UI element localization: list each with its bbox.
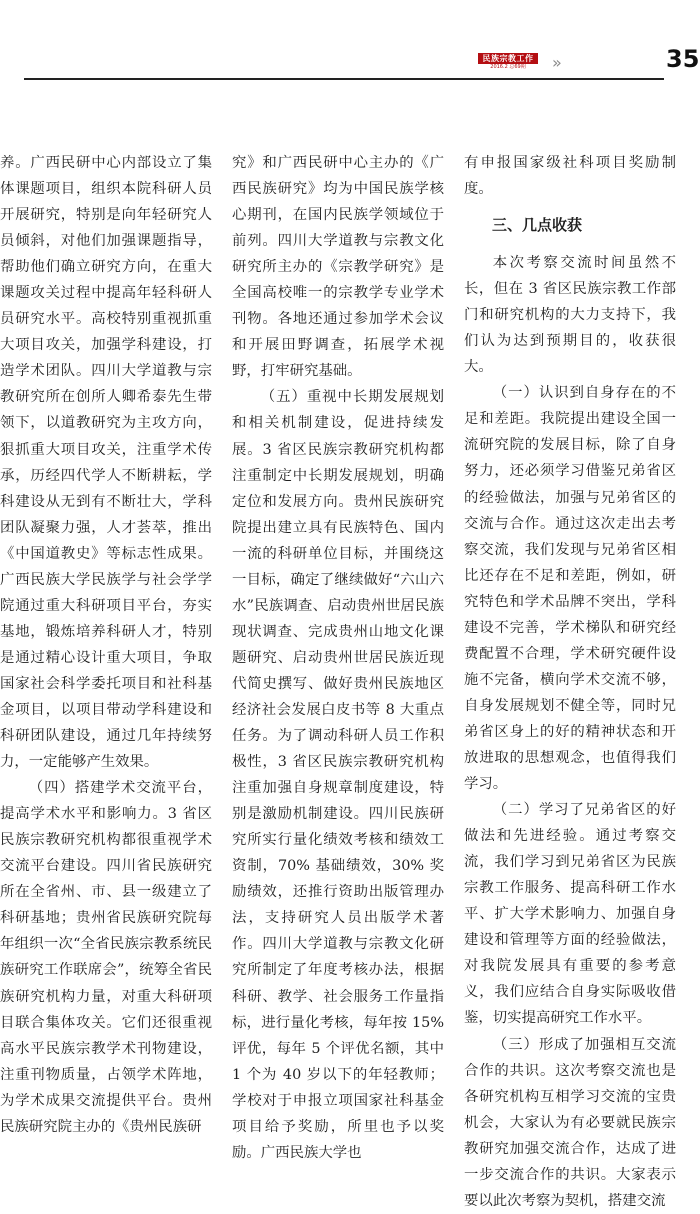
paragraph: （一）认识到自身存在的不足和差距。我院提出建设全国一流研究院的发展目标，除了自身努力，还必须学习借鉴兄弟省区的经验做法，加强与兄弟省区的交流与合作。通过这次走出去考察交流，我们发现与兄弟省区相比还存在不足和差距，例如，研究特色和学术品牌不突出，学科建设不完善，学术梯队和研究经费配置不合理，学术研究硬件设施不完备，横向学术交流不够，自身发展规划不健全等，同时兄弟省区身上的好的精神状态和开放进取的思想观念，也值得我们学习。 — [464, 385, 676, 793]
journal-logo — [478, 53, 538, 71]
text-column-1 — [0, 150, 212, 1140]
paragraph: 养。广西民研中心内部设立了集体课题项目，组织本院科研人员开展研究，特别是向年轻研究人员倾斜，对他们加强课题指导，帮助他们确立研究方向，在重大课题攻关过程中提高年轻科研人员研究水平。高校特别重视抓重大项目攻关，加强学科建设，打造学术团队。四川大学道教与宗教研究所在创所人卿希泰先生带领下，以道教研究为主攻方向，狠抓重大项目攻关，注重学术传承，历经四代学人不断耕耘，学科建设从无到有不断壮大，学科团队凝聚力强，人才荟萃，推出《中国道教史》等标志性成果。广西民族大学民族学与社会学学院通过重大科研项目平台，夯实基地，锻炼培养科研人才，特别是通过精心设计重大项目，争取国家社会科学委托项目和社科基金项目，以项目带动学科建设和科研团队建设，通过几年持续努力，一定能够产生效果。 — [0, 155, 212, 771]
journal-name: 民族宗教工作 — [478, 53, 538, 64]
text-column-2 — [232, 150, 444, 1166]
paragraph: 本次考察交流时间虽然不长，但在 3 省区民族宗教工作部门和研究机构的大力支持下，我们认为达到预期目的，收获很大。 — [464, 255, 676, 376]
section-heading: 三、几点收获 — [492, 216, 583, 235]
paragraph: （二）学习了兄弟省区的好做法和先进经验。通过考察交流，我们学习到兄弟省区为民族宗教工作服务、提高科研工作水平、扩大学术影响力、加强自身建设和管理等方面的经验做法，对我院发展具有重要的参考意义，我们应结合自身实际吸收借鉴，切实提高研究工作水平。 — [464, 802, 676, 1027]
header-rule — [24, 78, 664, 80]
double-chevron-icon: » — [552, 53, 562, 72]
journal-issue: 2016.2 总69期 — [490, 64, 526, 70]
text-column-3 — [464, 150, 676, 1214]
paragraph: （四）搭建学术交流平台，提高学术水平和影响力。3 省区民族宗教研究机构都很重视学术交流平台建设。四川省民族研究所在全省州、市、县一级建立了科研基地；贵州省民族研究院每年组织一次“全省民族宗教系统民族研究工作联席会”，统筹全省民族研究机构力量，对重大科研项目联合集体攻关。它们还很重视高水平民族宗教学术刊物建设，注重刊物质量，占领学术阵地，为学术成果交流提供平台。贵州民族研究院主办的《贵州民族研 — [0, 780, 212, 1135]
paragraph: （三）形成了加强相互交流合作的共识。这次考察交流也是各研究机构互相学习交流的宝贵机会，大家认为有必要就民族宗教研究加强交流合作，达成了进一步交流合作的共识。大家表示要以此次考察为契机，搭建交流 — [464, 1036, 676, 1209]
paragraph: （五）重视中长期发展规划和相关机制建设，促进持续发展。3 省区民族宗教研究机构都注重制定中长期发展规划，明确定位和发展方向。贵州民族研究院提出建立具有民族特色、国内一流的科研单位目标，并围绕这一目标，确定了继续做好“六山六水”民族调查、启动贵州世居民族现状调查、完成贵州山地文化课题研究、启动贵州世居民族近现代简史撰写、做好贵州民族地区经济社会发展白皮书等 8 大重点任务。为了调动科研人员工作积极性，3 省区民族宗教研究机构注重加强自身规章制度建设，特别是激励机制建设。四川民族研究所实行量化绩效考核和绩效工资制，70% 基础绩效，30% 奖励绩效，还推行资助出版管理办法，支持研究人员出版学术著作。四川大学道教与宗教文化研究所制定了年度考核办法，根据科研、教学、社会服务工作量指标，进行量化考核，每年按 15% 评优，每年 5 个评优名额，其中 1 个为 40 岁以下的年轻教师；学校对于申报立项国家社科基金项目给予奖励，所里也予以奖励。广西民族大学也 — [232, 389, 444, 1161]
page-number: 35 — [666, 45, 700, 73]
paragraph: 有申报国家级社科项目奖励制度。 — [464, 155, 676, 198]
paragraph: 究》和广西民研中心主办的《广西民族研究》均为中国民族学核心期刊，在国内民族学领域位于前列。四川大学道教与宗教文化研究所主办的《宗教学研究》是全国高校唯一的宗教学专业学术刊物。各地还通过参加学术会议和开展田野调查，拓展学术视野，打牢研究基础。 — [232, 155, 444, 380]
